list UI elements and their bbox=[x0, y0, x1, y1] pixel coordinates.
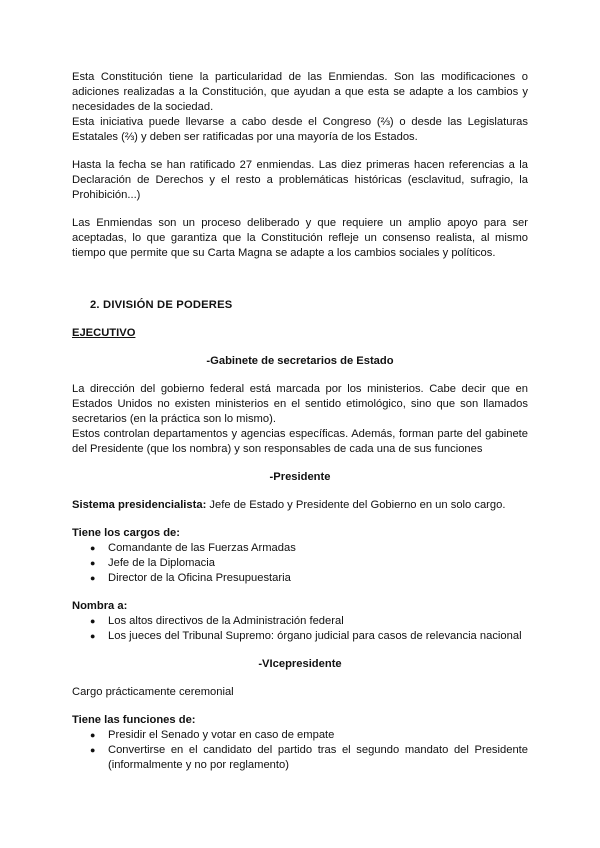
bullet-icon: ● bbox=[90, 730, 96, 740]
bullet-icon: ● bbox=[90, 631, 96, 641]
sistema-text: Jefe de Estado y Presidente del Gobierno en un solo cargo. bbox=[206, 499, 506, 511]
sistema-presidencialista bbox=[72, 498, 528, 513]
subsection-ejecutivo: EJECUTIVO bbox=[72, 327, 136, 339]
funciones-list bbox=[72, 728, 528, 773]
list-item: ● Jefe de la Diplomacia bbox=[90, 557, 215, 569]
heading-vicepresidente: -VIcepresidente bbox=[258, 658, 342, 670]
funciones-label: Tiene las funciones de: bbox=[72, 714, 196, 726]
vicepresidente-desc: Cargo prácticamente ceremonial bbox=[72, 686, 234, 698]
bullet-icon: ● bbox=[90, 745, 96, 755]
bullet-icon: ● bbox=[90, 543, 96, 553]
list-item: ● Presidir el Senado y votar en caso de empate bbox=[90, 729, 335, 741]
gabinete-paragraph-1: La dirección del gobierno federal está marcada por los ministerios. Cabe decir que en Estados Unidos no existen ministerios en el sentido etimológico, sino que son llamados secretarios (en la práctica son lo mismo). bbox=[72, 383, 528, 425]
section-title-division-poderes: 2. DIVISIÓN DE PODERES bbox=[90, 299, 233, 311]
list-item: ● Los altos directivos de la Administración federal bbox=[90, 615, 344, 627]
heading-presidente: -Presidente bbox=[269, 471, 331, 483]
sistema-label: Sistema presidencialista: bbox=[72, 499, 207, 511]
intro-paragraph-1: Esta Constitución tiene la particularidad de las Enmiendas. Son las modificaciones o adiciones realizadas a la Constitución, que ayudan a que esta se adapte a los cambios y necesidades de la sociedad. bbox=[72, 71, 528, 113]
cargos-label: Tiene los cargos de: bbox=[72, 527, 180, 539]
gabinete-paragraph-2: Estos controlan departamentos y agencias específicas. Además, forman parte del gabinete del Presidente (que los nombra) y son responsables de cada una de sus funciones bbox=[72, 428, 528, 455]
list-item: ● Convertirse en el candidato del partido tras el segundo mandato del Presidente (informalmente y no por reglamento) bbox=[90, 744, 528, 771]
nombra-list bbox=[72, 614, 528, 644]
intro-paragraph-4: Las Enmiendas son un proceso deliberado y que requiere un amplio apoyo para ser aceptadas, lo que garantiza que la Constitución refleje un consenso realista, al mismo tiempo que permite que su Carta Magna se adapte a los cambios sociales y políticos. bbox=[72, 217, 528, 259]
cargos-list bbox=[72, 541, 528, 586]
bullet-icon: ● bbox=[90, 558, 96, 568]
list-item: ● Director de la Oficina Presupuestaria bbox=[90, 572, 291, 584]
intro-paragraph-3: Hasta la fecha se han ratificado 27 enmiendas. Las diez primeras hacen referencias a la Declaración de Derechos y el resto a problemáticas históricas (esclavitud, sufragio, la Prohibición...) bbox=[72, 159, 528, 201]
heading-gabinete: -Gabinete de secretarios de Estado bbox=[206, 355, 394, 367]
list-item: ● Los jueces del Tribunal Supremo: órgano judicial para casos de relevancia nacional bbox=[90, 630, 522, 642]
list-item: ● Comandante de las Fuerzas Armadas bbox=[90, 542, 296, 554]
bullet-icon: ● bbox=[90, 573, 96, 583]
intro-paragraph-2: Esta iniciativa puede llevarse a cabo desde el Congreso (⅔) o desde las Legislaturas Estatales (⅔) y deben ser ratificadas por una mayoría de los Estados. bbox=[72, 116, 528, 143]
nombra-label: Nombra a: bbox=[72, 600, 128, 612]
document-page bbox=[72, 70, 528, 773]
bullet-icon: ● bbox=[90, 616, 96, 626]
